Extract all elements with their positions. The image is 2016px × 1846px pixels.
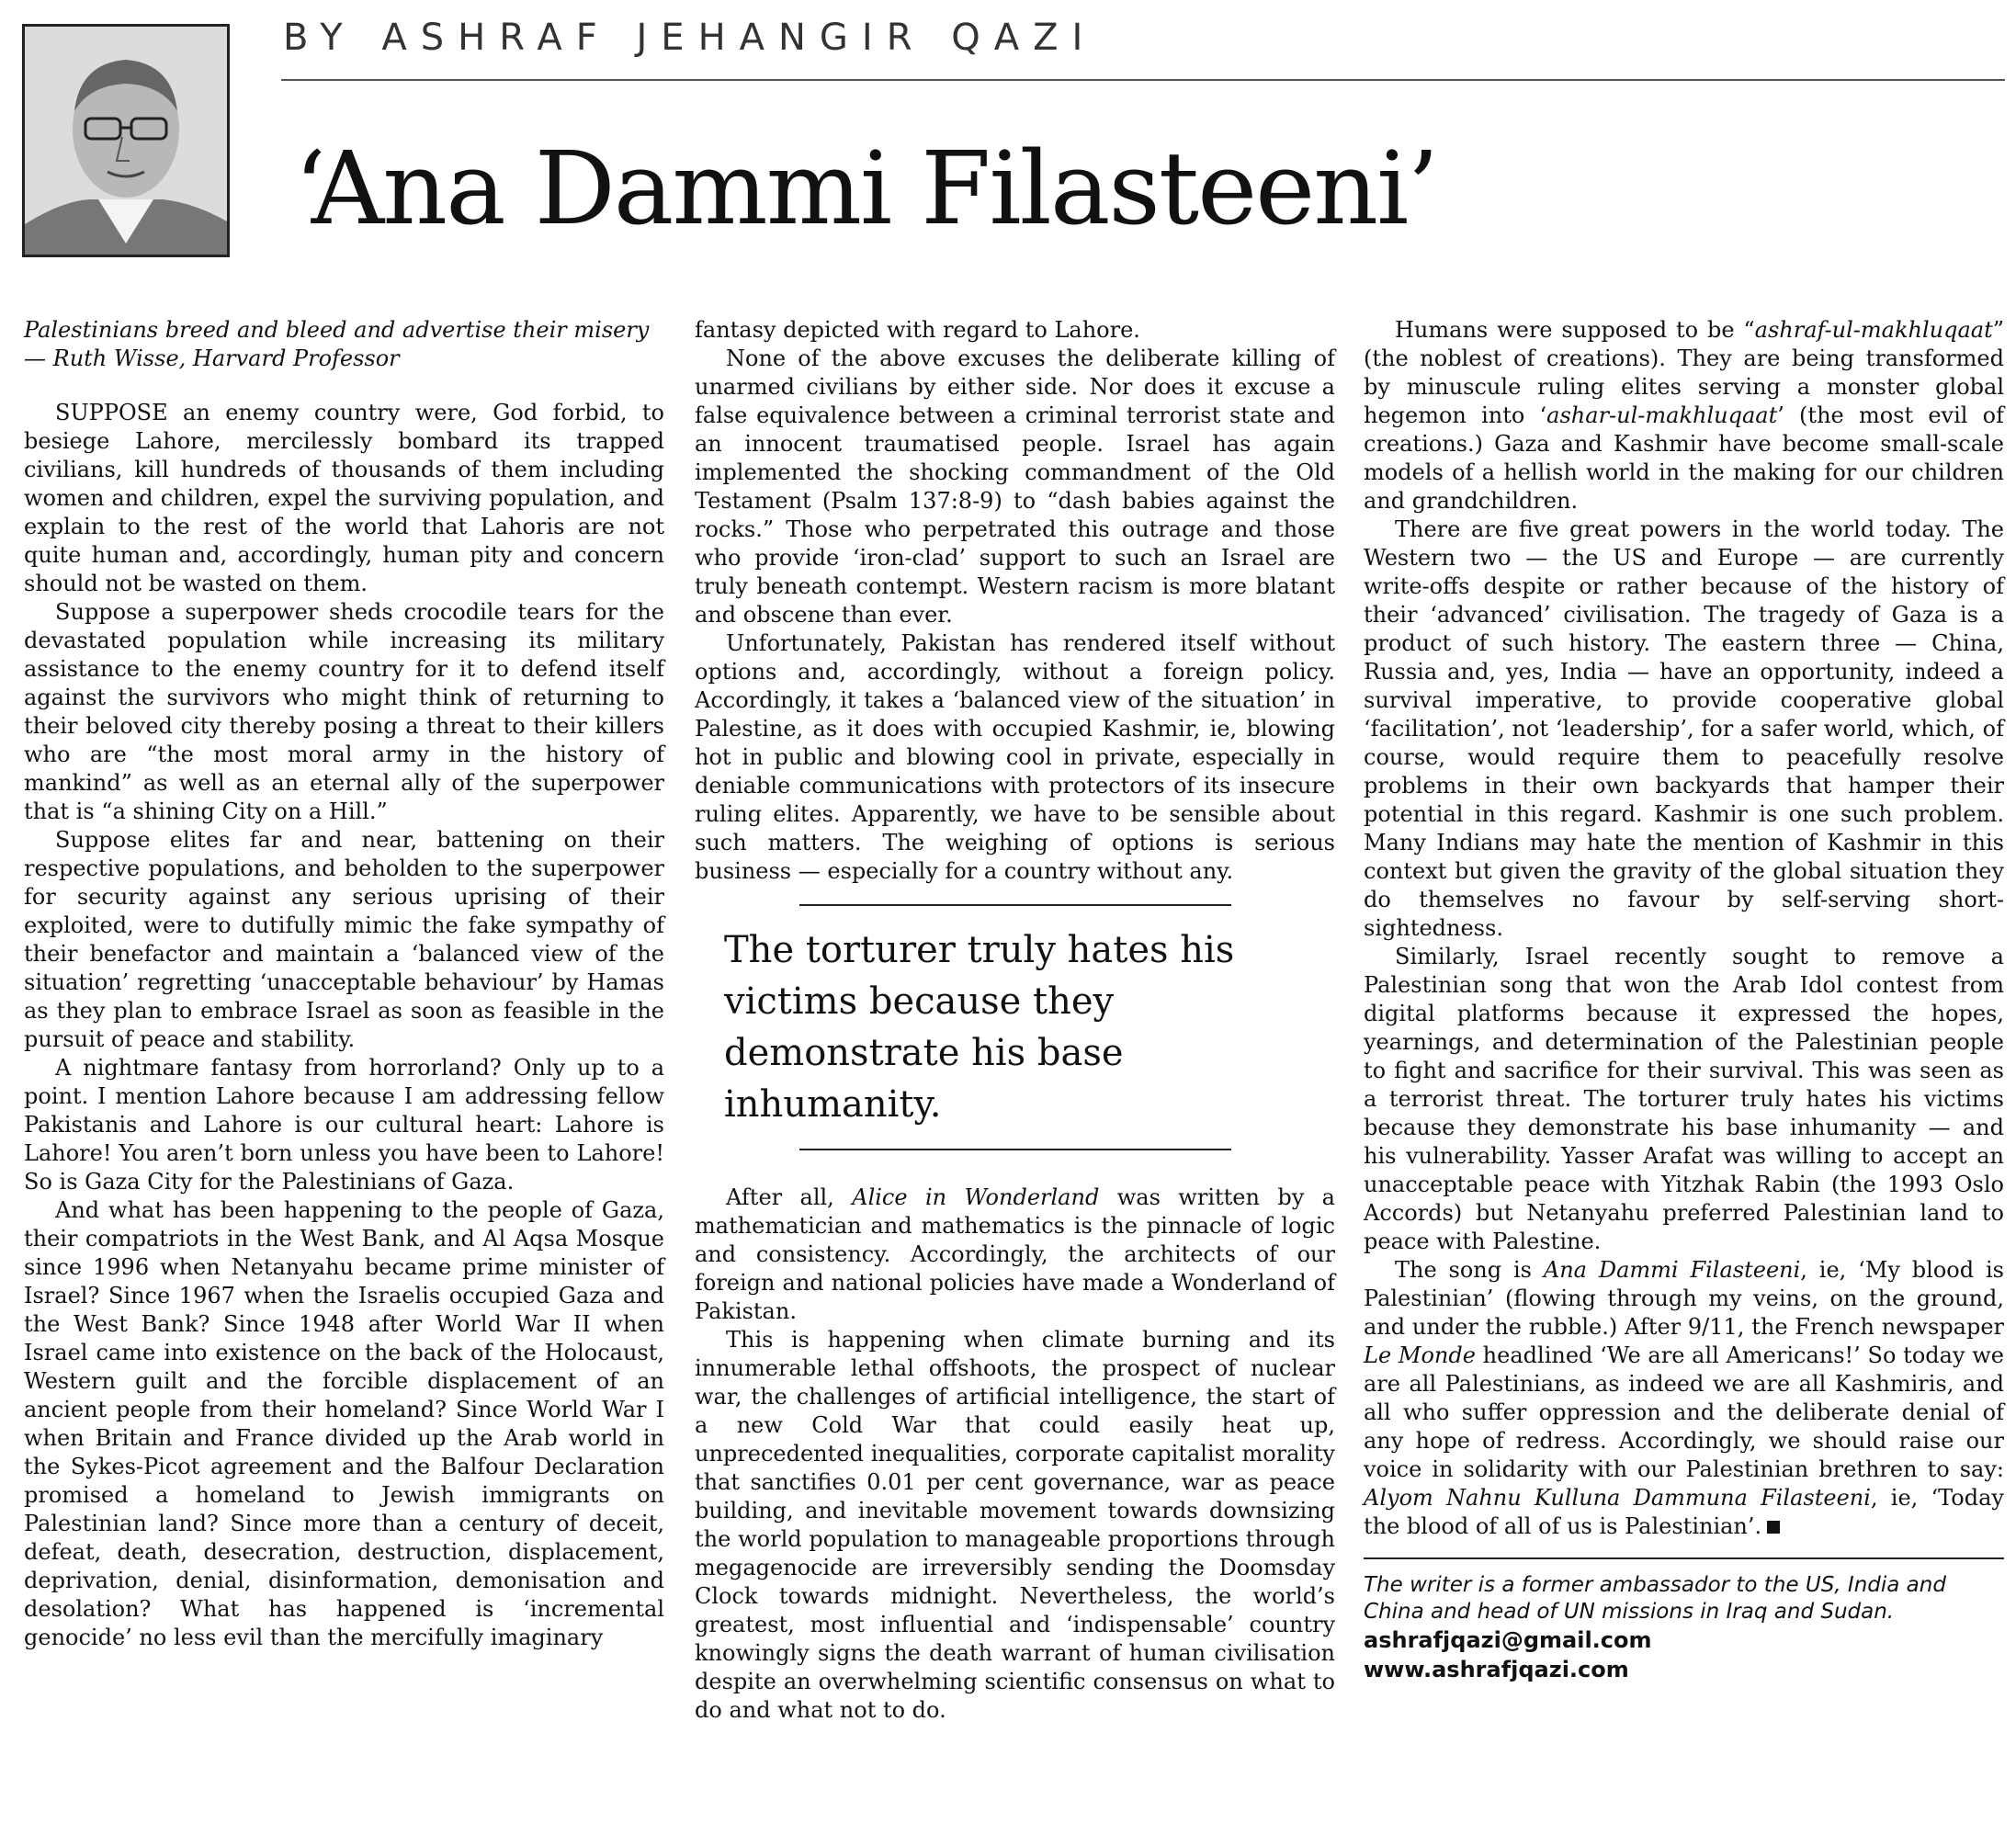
text-run: Humans were supposed to be “: [1395, 317, 1755, 343]
author-bio: The writer is a former ambassador to the US, India and China and head of UN missions in Iraq and Sudan.: [1364, 1573, 1946, 1624]
text-run: The song is: [1395, 1257, 1544, 1283]
headline: ‘Ana Dammi Filasteeni’: [294, 130, 1438, 247]
text-run: headlined ‘We are all Americans!’ So today we are all Palestinians, as indeed we are all Kashmiris, and all who suffer oppression and the deliberate denial of any hope of redress. Accordingly, we should raise our voice in solidarity with our Palestinian brethren to say:: [1364, 1342, 2004, 1482]
paragraph: fantasy depicted with regard to Lahore.: [695, 317, 1140, 343]
column-2: [695, 316, 1335, 1725]
paragraph: Unfortunately, Pakistan has rendered itself without options and, accordingly, without a foreign policy. Accordingly, it takes a ‘balanced view of the situation’ in Palestine, as it does with occupied Kashmir, ie, blowing hot in public and blowing cool in private, especially in deniable communications with protectors of its insecure ruling elites. Apparently, we have to be sensible about such matters. The weighing of options is serious business — especially for a country without any.: [695, 630, 1335, 884]
text-run: ” (the noblest of creations). They are being transformed by minuscule ruling elites serving a monster global hegemon into ‘: [1364, 317, 2004, 428]
paragraph: [695, 1183, 1335, 1326]
author-portrait-image: [25, 27, 227, 255]
column-3: [1364, 316, 2004, 1684]
italic-term: Alyom Nahnu Kulluna Dammuna Filasteeni: [1364, 1485, 1871, 1511]
epigraph: Palestinians breed and bleed and advertise their misery — Ruth Wisse, Harvard Professor: [24, 317, 650, 371]
author-email-link[interactable]: ashrafjqazi@gmail.com: [1364, 1627, 1652, 1653]
author-portrait: [22, 24, 230, 257]
paragraph: [1364, 316, 2004, 515]
paragraph: None of the above excuses the deliberate killing of unarmed civilians by either side. Nor does it excuse a false equivalence between a criminal terrorist state and an innocent traumatised people. Israel has again implemented the shocking commandment of the Old Testament (Psalm 137:8-9) to “dash babies against the rocks.” Those who perpetrated this outrage and those who provide ‘iron-clad’ support to such an Israel are truly beneath contempt. Western racism is more blatant and obscene than ever.: [695, 345, 1335, 628]
italic-term: Le Monde: [1364, 1342, 1476, 1368]
text-run: After all,: [726, 1184, 853, 1210]
column-1: [24, 316, 664, 1652]
paragraph: [1364, 1256, 2004, 1541]
end-mark-icon: [1767, 1521, 1780, 1534]
byline: BY ASHRAF JEHANGIR QAZI: [283, 17, 1097, 59]
text-run: , ie, ‘Today the blood of all of us is Palestinian’.: [1364, 1485, 2004, 1539]
paragraph: SUPPOSE an enemy country were, God forbid, to besiege Lahore, mercilessly bombard its trapped civilians, kill hundreds of thousands of them including women and children, expel the surviving population, and explain to the rest of the world that Lahoris are not quite human and, accordingly, human pity and concern should not be wasted on them.: [24, 400, 664, 596]
text-run: ’ (the most evil of creations.) Gaza and Kashmir have become small-scale models of a hellish world in the making for our children and grandchildren.: [1364, 402, 2004, 514]
paragraph: Suppose elites far and near, battening on their respective populations, and beholden to the superpower for security against any serious uprising of their exploited, were to dutifully mimic the fake sympathy of their benefactor and maintain a ‘balanced view of the situation’ regretting ‘unacceptable behaviour’ by Hamas as they plan to embrace Israel as soon as feasible in the pursuit of peace and stability.: [24, 827, 664, 1052]
paragraph: And what has been happening to the people of Gaza, their compatriots in the West Bank, and Al Aqsa Mosque since 1996 when Netanyahu became prime minister of Israel? Since 1967 when the Israelis occupied Gaza and the West Bank? Since 1948 after World War II when Israel came into existence on the back of the Holocaust, Western guilt and the forcible displacement of an ancient people from their homeland? Since World War I when Britain and France divided up the Arab world in the Sykes-Picot agreement and the Balfour Declaration promised a homeland to Jewish immigrants on Palestinian land? Since more than a century of deceit, defeat, death, desecration, destruction, displacement, deprivation, denial, disinformation, demonisation and desolation? What has happened is ‘incremental genocide’ no less evil than the mercifully imaginary: [24, 1197, 664, 1650]
paragraph: Similarly, Israel recently sought to remove a Palestinian song that won the Arab Idol contest from digital platforms because it expressed the hopes, yearnings, and determination of the Palestinian people to fight and sacrifice for their survival. This was seen as a terrorist threat. The torturer truly hates his victims because they demonstrate his base inhumanity — and his vulnerability. Yasser Arafat was willing to accept an unacceptable peace with Yitzhak Rabin (the 1993 Oslo Accords) but Netanyahu preferred Palestinian land to peace with Palestine.: [1364, 944, 2004, 1254]
italic-term: Ana Dammi Filasteeni: [1543, 1257, 1801, 1283]
paragraph: Suppose a superpower sheds crocodile tears for the devastated population while increasing its military assistance to the enemy country for it to defend itself against the survivors who might think of returning to their beloved city thereby posing a threat to their killers who are “the most moral army in the history of mankind” as well as an eternal ally of the superpower that is “a shining City on a Hill.”: [24, 599, 664, 824]
pull-quote-box: [695, 904, 1335, 1150]
pull-quote: The torturer truly hates his victims because they demonstrate his base inhumanity.: [724, 929, 1235, 1126]
book-title: Alice in Wonderland: [852, 1184, 1100, 1210]
paragraph: A nightmare fantasy from horrorland? Only up to a point. I mention Lahore because I am addressing fellow Pakistanis and Lahore is our cultural heart: Lahore is Lahore! You aren’t born unless you have been to Lahore! So is Gaza City for the Palestinians of Gaza.: [24, 1055, 664, 1195]
text-run: , ie, ‘My blood is Palestinian’ (flowing through my veins, on the ground, and under the rubble.) After 9/11, the French newspaper: [1364, 1257, 2004, 1340]
italic-term: ashraf-ul-makhluqaat: [1754, 317, 1993, 343]
text-run: was written by a mathematician and mathematics is the pinnacle of logic and consistency. Accordingly, the architects of our foreign and national policies have made a Wonderland of Pakistan.: [695, 1184, 1335, 1324]
byline-rule: [281, 79, 2005, 81]
author-website-link[interactable]: www.ashrafjqazi.com: [1364, 1657, 1629, 1682]
paragraph: There are five great powers in the world today. The Western two — the US and Europe — are currently write-offs despite or rather because of the history of their ‘advanced’ civilisation. The tragedy of Gaza is a product of such history. The eastern three — China, Russia and, yes, India — have an opportunity, indeed a survival imperative, to provide cooperative global ‘facilitation’, not ‘leadership’, for a safer world, which, of course, would require them to peacefully resolve problems in their own backyards that hamper their potential in this regard. Kashmir is one such problem. Many Indians may hate the mention of Kashmir in this context but given the gravity of the global situation they do themselves no favour by self-serving short-sightedness.: [1364, 516, 2004, 941]
paragraph: This is happening when climate burning and its innumerable lethal offshoots, the prospect of nuclear war, the challenges of artificial intelligence, the start of a new Cold War that could easily heat up, unprecedented inequalities, corporate capitalist morality that sanctifies 0.01 per cent governance, war as peace building, and inevitable movement towards downsizing the world population to manageable proportions through megagenocide are irreversibly sending the Doomsday Clock towards midnight. Nevertheless, the world’s greatest, most influential and ‘indispensable’ country knowingly signs the death warrant of human civilisation despite an overwhelming scientific consensus on what to do and what not to do.: [695, 1327, 1335, 1723]
pull-quote-rule-bottom: [799, 1149, 1231, 1150]
italic-term: ashar-ul-makhluqaat: [1546, 402, 1778, 428]
bio-rule: [1364, 1557, 2004, 1559]
